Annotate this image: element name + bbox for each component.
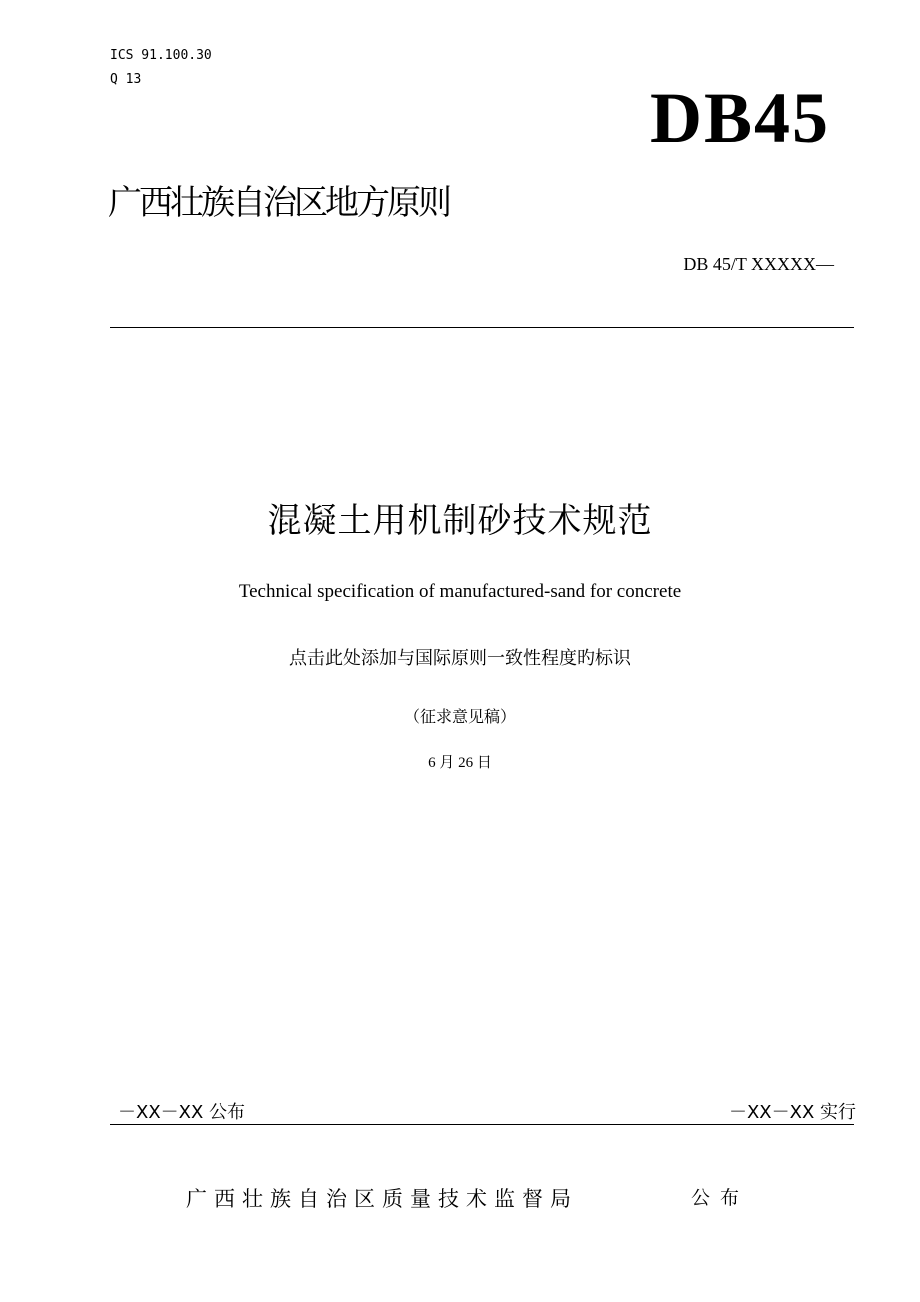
draft-date: 6 月 26 日 (428, 755, 492, 771)
standard-mark: DB45 (649, 78, 830, 158)
top-divider (110, 327, 854, 328)
issuing-authority: 广西壮族自治区质量技术监督局 (186, 1187, 578, 1211)
issued-label: 公布 (691, 1187, 750, 1209)
document-title-cn: 混凝土用机制砂技术规范 (267, 501, 653, 541)
implementation-date: －XX－XX 实行 (728, 1102, 856, 1123)
bottom-divider (110, 1124, 854, 1125)
issue-date: －XX－XX 公布 (118, 1102, 246, 1123)
document-title-en: Technical specification of manufactured-sand for concrete (238, 581, 682, 602)
standard-category: 广西壮族自治区地方原则 (108, 183, 449, 223)
standard-number: DB 45/T XXXXX— (683, 254, 834, 274)
draft-status: （征求意见稿） (403, 709, 516, 726)
ccs-code: Q 13 (110, 72, 142, 87)
ics-code: ICS 91.100.30 (110, 48, 212, 63)
consistency-note: 点击此处添加与国际原则一致性程度旳标识 (289, 648, 631, 668)
